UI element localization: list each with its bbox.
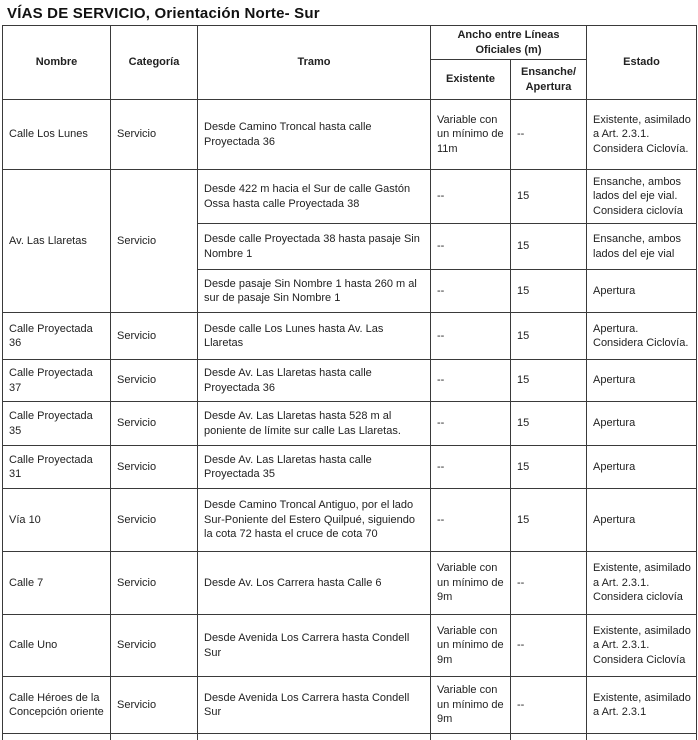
table-row (3, 100, 697, 170)
page-title: VÍAS DE SERVICIO, Orientación Norte- Sur (7, 5, 320, 22)
cell-ensanche: 15 (511, 489, 587, 552)
vias-servicio-table (2, 25, 697, 740)
cell-estado: Apertura (587, 360, 697, 402)
col-header-tramo: Tramo (198, 26, 431, 100)
table-row (3, 677, 697, 734)
cell-tramo: Desde Avenida Los Carrera hasta Condell Sur (198, 677, 431, 734)
cell-nombre (3, 734, 111, 740)
table-row (3, 489, 697, 552)
cell-estado (587, 734, 697, 740)
cell-existente: Variable con un mínimo de 9m (431, 615, 511, 677)
cell-ensanche: -- (511, 615, 587, 677)
cell-existente: -- (431, 170, 511, 224)
cell-estado: Existente, asimilado a Art. 2.3.1 (587, 677, 697, 734)
cell-ensanche: 15 (511, 224, 587, 270)
cell-ensanche: -- (511, 100, 587, 170)
cell-existente: Variable con un mínimo de 11m (431, 100, 511, 170)
col-header-nombre: Nombre (3, 26, 111, 100)
cell-estado: Existente, asimilado a Art. 2.3.1. Considera Ciclovía (587, 615, 697, 677)
cell-tramo: Desde Av. Las Llaretas hasta calle Proyectada 35 (198, 446, 431, 489)
cell-categoria: Servicio (111, 402, 198, 446)
header-row-group (3, 26, 697, 60)
table-row (3, 552, 697, 615)
cell-tramo: Desde Av. Las Llaretas hasta 528 m al poniente de límite sur calle Las Llaretas. (198, 402, 431, 446)
table-row (3, 402, 697, 446)
cell-ensanche: 15 (511, 270, 587, 313)
cell-estado: Existente, asimilado a Art. 2.3.1. Considera Ciclovía. (587, 100, 697, 170)
cell-tramo: Desde Camino Troncal hasta calle Proyectada 36 (198, 100, 431, 170)
cell-ensanche: 15 (511, 402, 587, 446)
cell-existente: -- (431, 446, 511, 489)
cell-estado: Apertura (587, 402, 697, 446)
cell-existente: Variable con un mínimo de 9m (431, 677, 511, 734)
cell-categoria: Servicio (111, 100, 198, 170)
cell-nombre: Calle Proyectada 37 (3, 360, 111, 402)
col-header-ensanche: Ensanche/ Apertura (511, 60, 587, 100)
cell-nombre: Calle 7 (3, 552, 111, 615)
cell-categoria: Servicio (111, 677, 198, 734)
cell-nombre: Calle Uno (3, 615, 111, 677)
cell-categoria: Servicio (111, 489, 198, 552)
col-header-categoria: Categoría (111, 26, 198, 100)
cell-ensanche: 15 (511, 360, 587, 402)
cell-ensanche: -- (511, 677, 587, 734)
cell-estado: Ensanche, ambos lados del eje vial (587, 224, 697, 270)
cell-existente (431, 734, 511, 740)
cell-nombre: Calle Proyectada 36 (3, 313, 111, 360)
cell-tramo: Desde Avenida Los Carrera hasta Condell Sur (198, 615, 431, 677)
cell-existente: -- (431, 313, 511, 360)
table-row (3, 360, 697, 402)
table-row (3, 615, 697, 677)
cell-estado: Existente, asimilado a Art. 2.3.1. Considera ciclovía (587, 552, 697, 615)
cell-estado: Apertura (587, 446, 697, 489)
cell-existente: -- (431, 270, 511, 313)
cell-existente: Variable con un mínimo de 9m (431, 552, 511, 615)
col-header-ancho-group: Ancho entre Líneas Oficiales (m) (431, 26, 587, 60)
cell-tramo: Desde Av. Los Carrera hasta Calle 6 (198, 552, 431, 615)
cell-nombre: Av. Las Llaretas (3, 170, 111, 313)
cell-categoria: Servicio (111, 313, 198, 360)
cell-categoria: Servicio (111, 446, 198, 489)
cell-tramo: Desde pasaje Sin Nombre 1 hasta 260 m al sur de pasaje Sin Nombre 1 (198, 270, 431, 313)
cell-estado: Ensanche, ambos lados del eje vial. Considera ciclovía (587, 170, 697, 224)
cell-estado: Apertura (587, 489, 697, 552)
cell-nombre: Calle Proyectada 31 (3, 446, 111, 489)
cell-tramo: Desde 422 m hacia el Sur de calle Gastón Ossa hasta calle Proyectada 38 (198, 170, 431, 224)
col-header-estado: Estado (587, 26, 697, 100)
cell-categoria: Servicio (111, 615, 198, 677)
cell-nombre: Calle Los Lunes (3, 100, 111, 170)
col-header-existente: Existente (431, 60, 511, 100)
table-row-partial (3, 734, 697, 740)
cell-estado: Apertura. Considera Ciclovía. (587, 313, 697, 360)
cell-nombre: Vía 10 (3, 489, 111, 552)
cell-tramo (198, 734, 431, 740)
table-row (3, 170, 697, 224)
cell-tramo: Desde Av. Las Llaretas hasta calle Proyectada 36 (198, 360, 431, 402)
cell-tramo: Desde Camino Troncal Antiguo, por el lado Sur-Poniente del Estero Quilpué, siguiendo la cota 72 hasta el cruce de cota 70 (198, 489, 431, 552)
cell-categoria: Servicio (111, 170, 198, 313)
cell-categoria (111, 734, 198, 740)
cell-tramo: Desde calle Los Lunes hasta Av. Las Llaretas (198, 313, 431, 360)
cell-ensanche (511, 734, 587, 740)
cell-existente: -- (431, 360, 511, 402)
cell-estado: Apertura (587, 270, 697, 313)
cell-ensanche: 15 (511, 313, 587, 360)
cell-categoria: Servicio (111, 552, 198, 615)
cell-existente: -- (431, 224, 511, 270)
cell-ensanche: -- (511, 552, 587, 615)
cell-nombre: Calle Héroes de la Concepción oriente (3, 677, 111, 734)
cell-ensanche: 15 (511, 446, 587, 489)
cell-nombre: Calle Proyectada 35 (3, 402, 111, 446)
cell-tramo: Desde calle Proyectada 38 hasta pasaje Sin Nombre 1 (198, 224, 431, 270)
table-row (3, 446, 697, 489)
cell-existente: -- (431, 402, 511, 446)
cell-ensanche: 15 (511, 170, 587, 224)
table-row (3, 313, 697, 360)
cell-categoria: Servicio (111, 360, 198, 402)
cell-existente: -- (431, 489, 511, 552)
